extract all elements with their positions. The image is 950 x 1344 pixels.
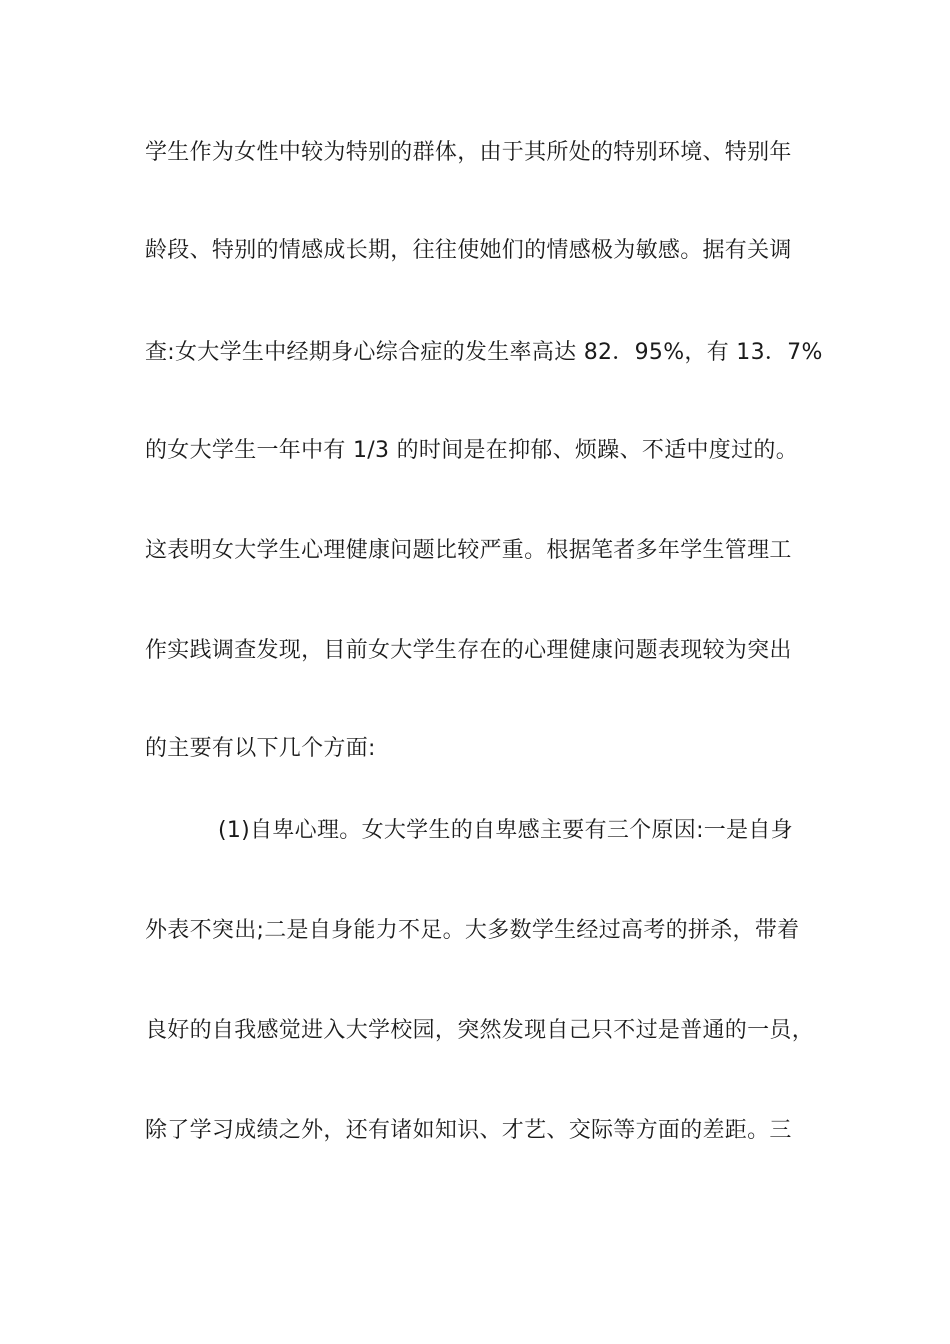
text-line-5: 这表明女大学生心理健康问题比较严重。根据笔者多年学生管理工: [145, 538, 792, 563]
text-line-6: 作实践调查发现，目前女大学生存在的心理健康问题表现较为突出: [145, 638, 792, 663]
text-line-3: 查:女大学生中经期身心综合症的发生率高达 82．95%，有 13．7%: [145, 340, 823, 365]
text-line-10: 良好的自我感觉进入大学校园，突然发现自己只不过是普通的一员，: [145, 1018, 815, 1043]
text-line-9: 外表不突出;二是自身能力不足。大多数学生经过高考的拼杀，带着: [145, 918, 800, 943]
text-line-7: 的主要有以下几个方面:: [145, 736, 376, 761]
text-line-8-paragraph-start: (1)自卑心理。女大学生的自卑感主要有三个原因:一是自身: [218, 818, 793, 843]
text-line-4: 的女大学生一年中有 1/3 的时间是在抑郁、烦躁、不适中度过的。: [145, 438, 798, 463]
text-line-11: 除了学习成绩之外，还有诸如知识、才艺、交际等方面的差距。三: [145, 1118, 792, 1143]
text-line-2: 龄段、特别的情感成长期，往往使她们的情感极为敏感。据有关调: [145, 238, 792, 263]
text-line-1: 学生作为女性中较为特别的群体，由于其所处的特别环境、特别年: [145, 140, 792, 165]
